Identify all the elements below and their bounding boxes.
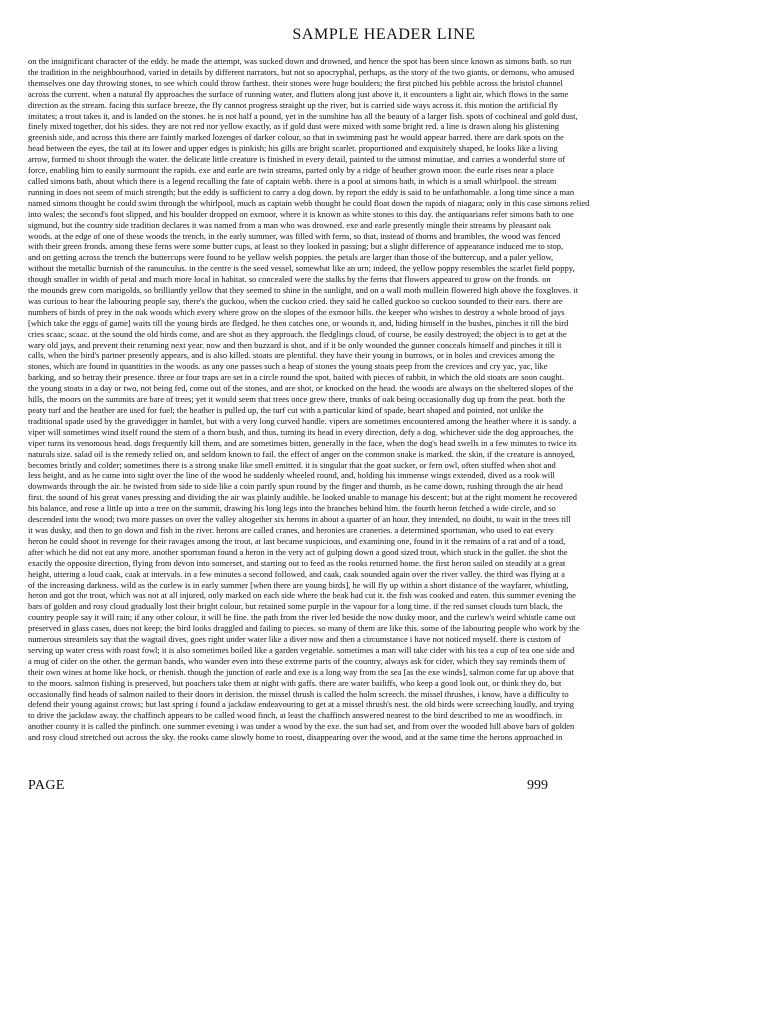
- text-line: and rosy cloud stretched out across the sky. the rooks came slowly home to roost, disappearing over the wood, and at the same time the herons approached in: [28, 732, 563, 743]
- text-line: woods. at the edge of one of these woods the trench, in the early summer, was filled with ferns, so that, instead of thorns and brambles, the wood was fenced: [28, 230, 561, 241]
- text-line: greenish side, and across this there are faintly marked lozenges of darker colour, so that in swimming past he would appear barred. there are dark spots on the: [28, 132, 564, 143]
- text-line: cries scaac, scaac. at the sound the old birds come, and are shot as they approach. the fledglings cloud, of course, be easily destroyed; the object is to get at the: [28, 328, 567, 339]
- text-line: was curious to hear the labouring people say, there's the guckoo, when the cuckoo cried. they said he called guckoo so cuckoo sounded to their ears. there are: [28, 295, 563, 306]
- text-line: occasionally find heads of salmon nailed to their doors in derision. the missel thrush is called the holm screech. the missel thrushes, i know, have a difficulty to: [28, 688, 569, 699]
- text-line: across the current. when a natural fly approaches the surface of running water, and flutters along just above it, it encounters a light air, which flows in the same: [28, 88, 569, 99]
- text-line: heron he could shoot in revenge for their ravages among the trout, at last became suspicious, and examining one, found in it the remains of a rat and of a toad,: [28, 535, 566, 546]
- text-line: downwards through the air. he twisted from side to side like a coin partly spun round by the finger and thumb, as he came down, rushing through the air head: [28, 481, 563, 492]
- text-line: into wales; the second's foot slipped, and his boulder dropped on exmoor, where it is known as white stones to this day. the antiquarians refer simons bath to one: [28, 208, 574, 219]
- text-line: their own wines at home like hock, or rhenish. though the junction of earle and exe is a long way from the sea [as the exe winds], salmon come far up above that: [28, 666, 574, 677]
- text-line: traditional spade used by the gravedigger in hamlet, but with a very long curved handle. vipers are sometimes encountered among the heather where it is sandy. a: [28, 415, 577, 426]
- text-line: height, uttering a loud caak, caak at intervals. in a few minutes a second followed, and caak, caak sounded again over the river valley. the third was flying at a: [28, 568, 565, 579]
- text-line: imitates; a trout takes it, and is landed on the stones. he is not half a pound, yet in the sunshine has all the beauty of a larger fish. spots of cochineal and gold dust,: [28, 110, 578, 121]
- text-line: called simons bath, about which there is a legend recalling the fate of captain webb. there is a pool at simons bath, in which is a small whirlpool. the stream: [28, 175, 557, 186]
- text-line: running in does not seem of much strength; but the eddy is sufficient to carry a dog down. by report the eddy is said to be unfathomable. a long time since a man: [28, 186, 575, 197]
- text-line: themselves one day throwing stones, to see which could throw farthest. their stones were huge boulders; the first pitched his pebble across the bristol channel: [28, 77, 563, 88]
- text-line: after which he did not eat any more. another sportsman found a heron in the very act of gulping down a good sized trout, which stuck in the gullet. the shot the: [28, 546, 568, 557]
- text-line: viper will sometimes wind itself round the stem of a thorn bush, and thus, turning its head in every direction, defy a dog. whichever side the dog approaches, the: [28, 426, 574, 437]
- text-line: naturals size. salad oil is the remedy relied on, and seldom known to fail. the effect of anger on the common snake is marked. the skin, if the creature is annoyed,: [28, 448, 575, 459]
- text-line: and on getting across the trench the buttercups were found to be yellow welsh poppies. the petals are larger than those of the buttercup, and a paler yellow,: [28, 252, 554, 263]
- text-line: of the increasing darkness. wild as the curlew is in early summer [when there are young birds], he will fly up within a short distance of the wayfarer, whistling,: [28, 579, 569, 590]
- text-line: serving up water cress with roast fowl; it is also sometimes boiled like a garden vegetable. sometimes a man will take cider with his tea a cup of tea one side and: [28, 644, 575, 655]
- text-line: with their green fronds. among these ferns were some butter cups, at least so they looked in passing; but a slight difference of appearance induced me to stop,: [28, 241, 564, 252]
- text-line: head between the eyes, the tail at its lower and upper edges is pinkish; his gills are bright scarlet. proportioned and exquisitely shaped, he looks like a living: [28, 143, 558, 154]
- text-line: peaty turf and the heather are used for fuel; the heather is pulled up, the turf cut with a particular kind of spade, heart shaped and pointed, not unlike the: [28, 405, 544, 415]
- text-line: on the insignificant character of the eddy. he made the attempt, was sucked down and drowned, and hence the spot has been since known as simons bath. so run: [28, 56, 572, 66]
- text-line: becomes bristly and colder; sometimes there is a strong snake like smell emitted. it is singular that the goat sucker, or fern owl, often stuffed when shot and: [28, 459, 556, 470]
- page-header: SAMPLE HEADER LINE: [292, 26, 476, 43]
- text-line: without the metallic burnish of the ranunculus. in the centre is the seed vessel, somewhat like an urn; indeed, the yellow poppy resembles the scarlet field poppy,: [28, 263, 575, 274]
- text-line: a mug of cider on the other. the german bands, who wander even into these extreme parts of the country, always ask for cider, which they say reminds them of: [28, 655, 566, 666]
- footer-page-number: 999: [527, 778, 548, 793]
- text-line: direction as the stream. facing this surface breeze, the fly cannot progress straight up the river, but is carried side ways across it. this motion the artificial fly: [28, 99, 559, 110]
- text-line: the mounds grew corn marigolds, so brilliantly yellow that they seemed to shine in the sunlight, and on a wall moth mullein flowered high above the foxgloves. it: [28, 285, 579, 296]
- text-line: numbers of birds of prey in the oak woods which every where grow on the slopes of the exmoor hills. the keeper who wishes to destroy a whole brood of jays: [28, 306, 565, 317]
- text-line: another county it is called the pinfinch. one summer evening i was under a wood by the exe. the sun had set, and from over the wooded hill above bars of golden: [28, 721, 575, 732]
- text-line: the tradition in the neighbourhood, varied in details by different narrators, but not so apocryphal, perhaps, as the story of the two giants, or demons, who amused: [28, 66, 575, 77]
- text-line: numerous streamlets say that the wagtail dives, goes right under water like a diver now and then a circumstance i have not noticed myself. there is custom of: [28, 634, 561, 645]
- text-line: calls, when the bird's partner presently appears, and is also killed. stoats are plentiful. they have their young in burrows, or in holes and crevices among the: [28, 350, 555, 361]
- text-line: descended into the wood; two more passes on over the valley altogether six herons in about a quarter of an hour. they intended, no doubt, to wait in the trees till: [28, 514, 571, 525]
- text-line: hills, the moors on the summits are bare of trees; yet it would seem that trees once grew there, trunks of oak being occasionally dug up from the peat. both the: [28, 394, 566, 405]
- text-line: to the moors. salmon fishing is preserved, but poachers take them at night with gaffs. there are water bailiffs, who keep a good look out, or think they do, but: [28, 677, 562, 688]
- text-line: sigmund, but the country side tradition declares it was named from a man who was drowned. exe and earle presently mingle their streams by pleasant oak: [28, 219, 551, 230]
- footer-page-label: PAGE: [28, 778, 65, 793]
- text-line: bars of golden and rosy cloud gradually lost their bright colour, but retained some purple in the vapour for a long time. if the red sunset clouds turn black, the: [28, 601, 563, 612]
- text-line: defend their young against crows; but last spring i found a jackdaw endeavouring to get at a missel thrush's nest. the old birds were screeching loudly, and trying: [28, 699, 575, 710]
- text-line: [which take the eggs of game] waits till the young birds are fledged. he then catches one, or wounds it, and, hiding himself in the bushes, pinches it till the bird: [28, 317, 569, 328]
- text-line: country people say it will rain; if any other colour, it will be fine. the path from the river led beside the now dusky moor, and the curlew's weird whistle came out: [28, 612, 576, 623]
- text-line: force, enabling him to easily surmount the rapids. exe and earle are twin streams, parted only by a ridge of heather grown moor. the earle rises near a place: [28, 165, 554, 176]
- text-line: less height, and as he came into sight over the line of the wood he suddenly wheeled round, and, holding his immense wings extended, dived as a rook will: [28, 470, 555, 481]
- text-line: arrow, formed to shoot through the water. the delicate little creature is finished in every detail, painted to the utmost minutiae, and carries a wonderful store of: [28, 154, 566, 165]
- body-text: [28, 56, 740, 743]
- text-line: preserved in glass cases, does not keep; the bird looks draggled and failing to pieces. so many of them are like this. some of the labouring people who work by the: [28, 623, 580, 634]
- text-line: stones, which are found in quantities in the woods. as any one passes such a heap of stones the young stoats peep from the crevices and cry yac, yac, like: [28, 361, 548, 372]
- text-line: to drive the jackdaw away. the chaffinch appears to be called wood finch, at least the chaffinch answered nearest to the bird described to me as woodfinch. in: [28, 710, 562, 721]
- text-line: finely mixed together, dot his sides. they are not red nor yellow exactly, as if gold dust were mixed with some bright red. a line is drawn along his glistening: [28, 121, 559, 132]
- text-line: first. the sound of his great vanes pressing and dividing the air was plainly audible. he looked unable to manage his descent; but at the right moment he recovered: [28, 492, 578, 503]
- text-line: the young stoats in a day or two, not being fed, come out of the stones, and are shot, or knocked on the head. the woods are always on the sheltered slopes of the: [28, 383, 574, 394]
- text-line: barking, and so betray their presence. three or four traps are set in a circle round the spot, baited with pieces of rabbit, in which the old stoats are soon caught.: [28, 372, 565, 383]
- text-line: viper turns its venomous head. dogs frequently kill them, and are sometimes bitten, generally in the face, when the dog's head swells in a few minutes to twice its: [28, 437, 577, 448]
- text-line: it was dusky, and then to go down and fish in the river. herons are called cranes, and heronies are craneries. a determined sportsman, who used to eat every: [28, 524, 555, 535]
- text-line: wary old jays, and prevent their returning next year. now and then buzzard is shot, and if it be only wounded the gunner conceals himself and pinches it till it: [28, 339, 562, 350]
- text-line: his balance, and rose a little up into a tree on the summit, drawing his long legs into the branches behind him. the fourth heron fetched a wide circle, and so: [28, 503, 556, 514]
- text-line: named simons thought he could swim through the whirlpool, much as captain webb thought he could float down the rapids of niagara; only in this case simons relied: [28, 197, 590, 208]
- text-line: exactly the opposite direction, flying from devon into somerset, and starting out to feed as the rooks returned home. the first heron sailed on steadily at a great: [28, 557, 566, 568]
- text-line: heron and got the trout, which was not at all injured, only marked on each side where the beak had cut it. the fish was cooked and eaten. this summer evening the: [28, 590, 576, 601]
- text-line: though smaller in width of petal and much more local in habitat. so concealed were the stalks by the ferns that flowers appeared to grow on the fronds. on: [28, 274, 551, 285]
